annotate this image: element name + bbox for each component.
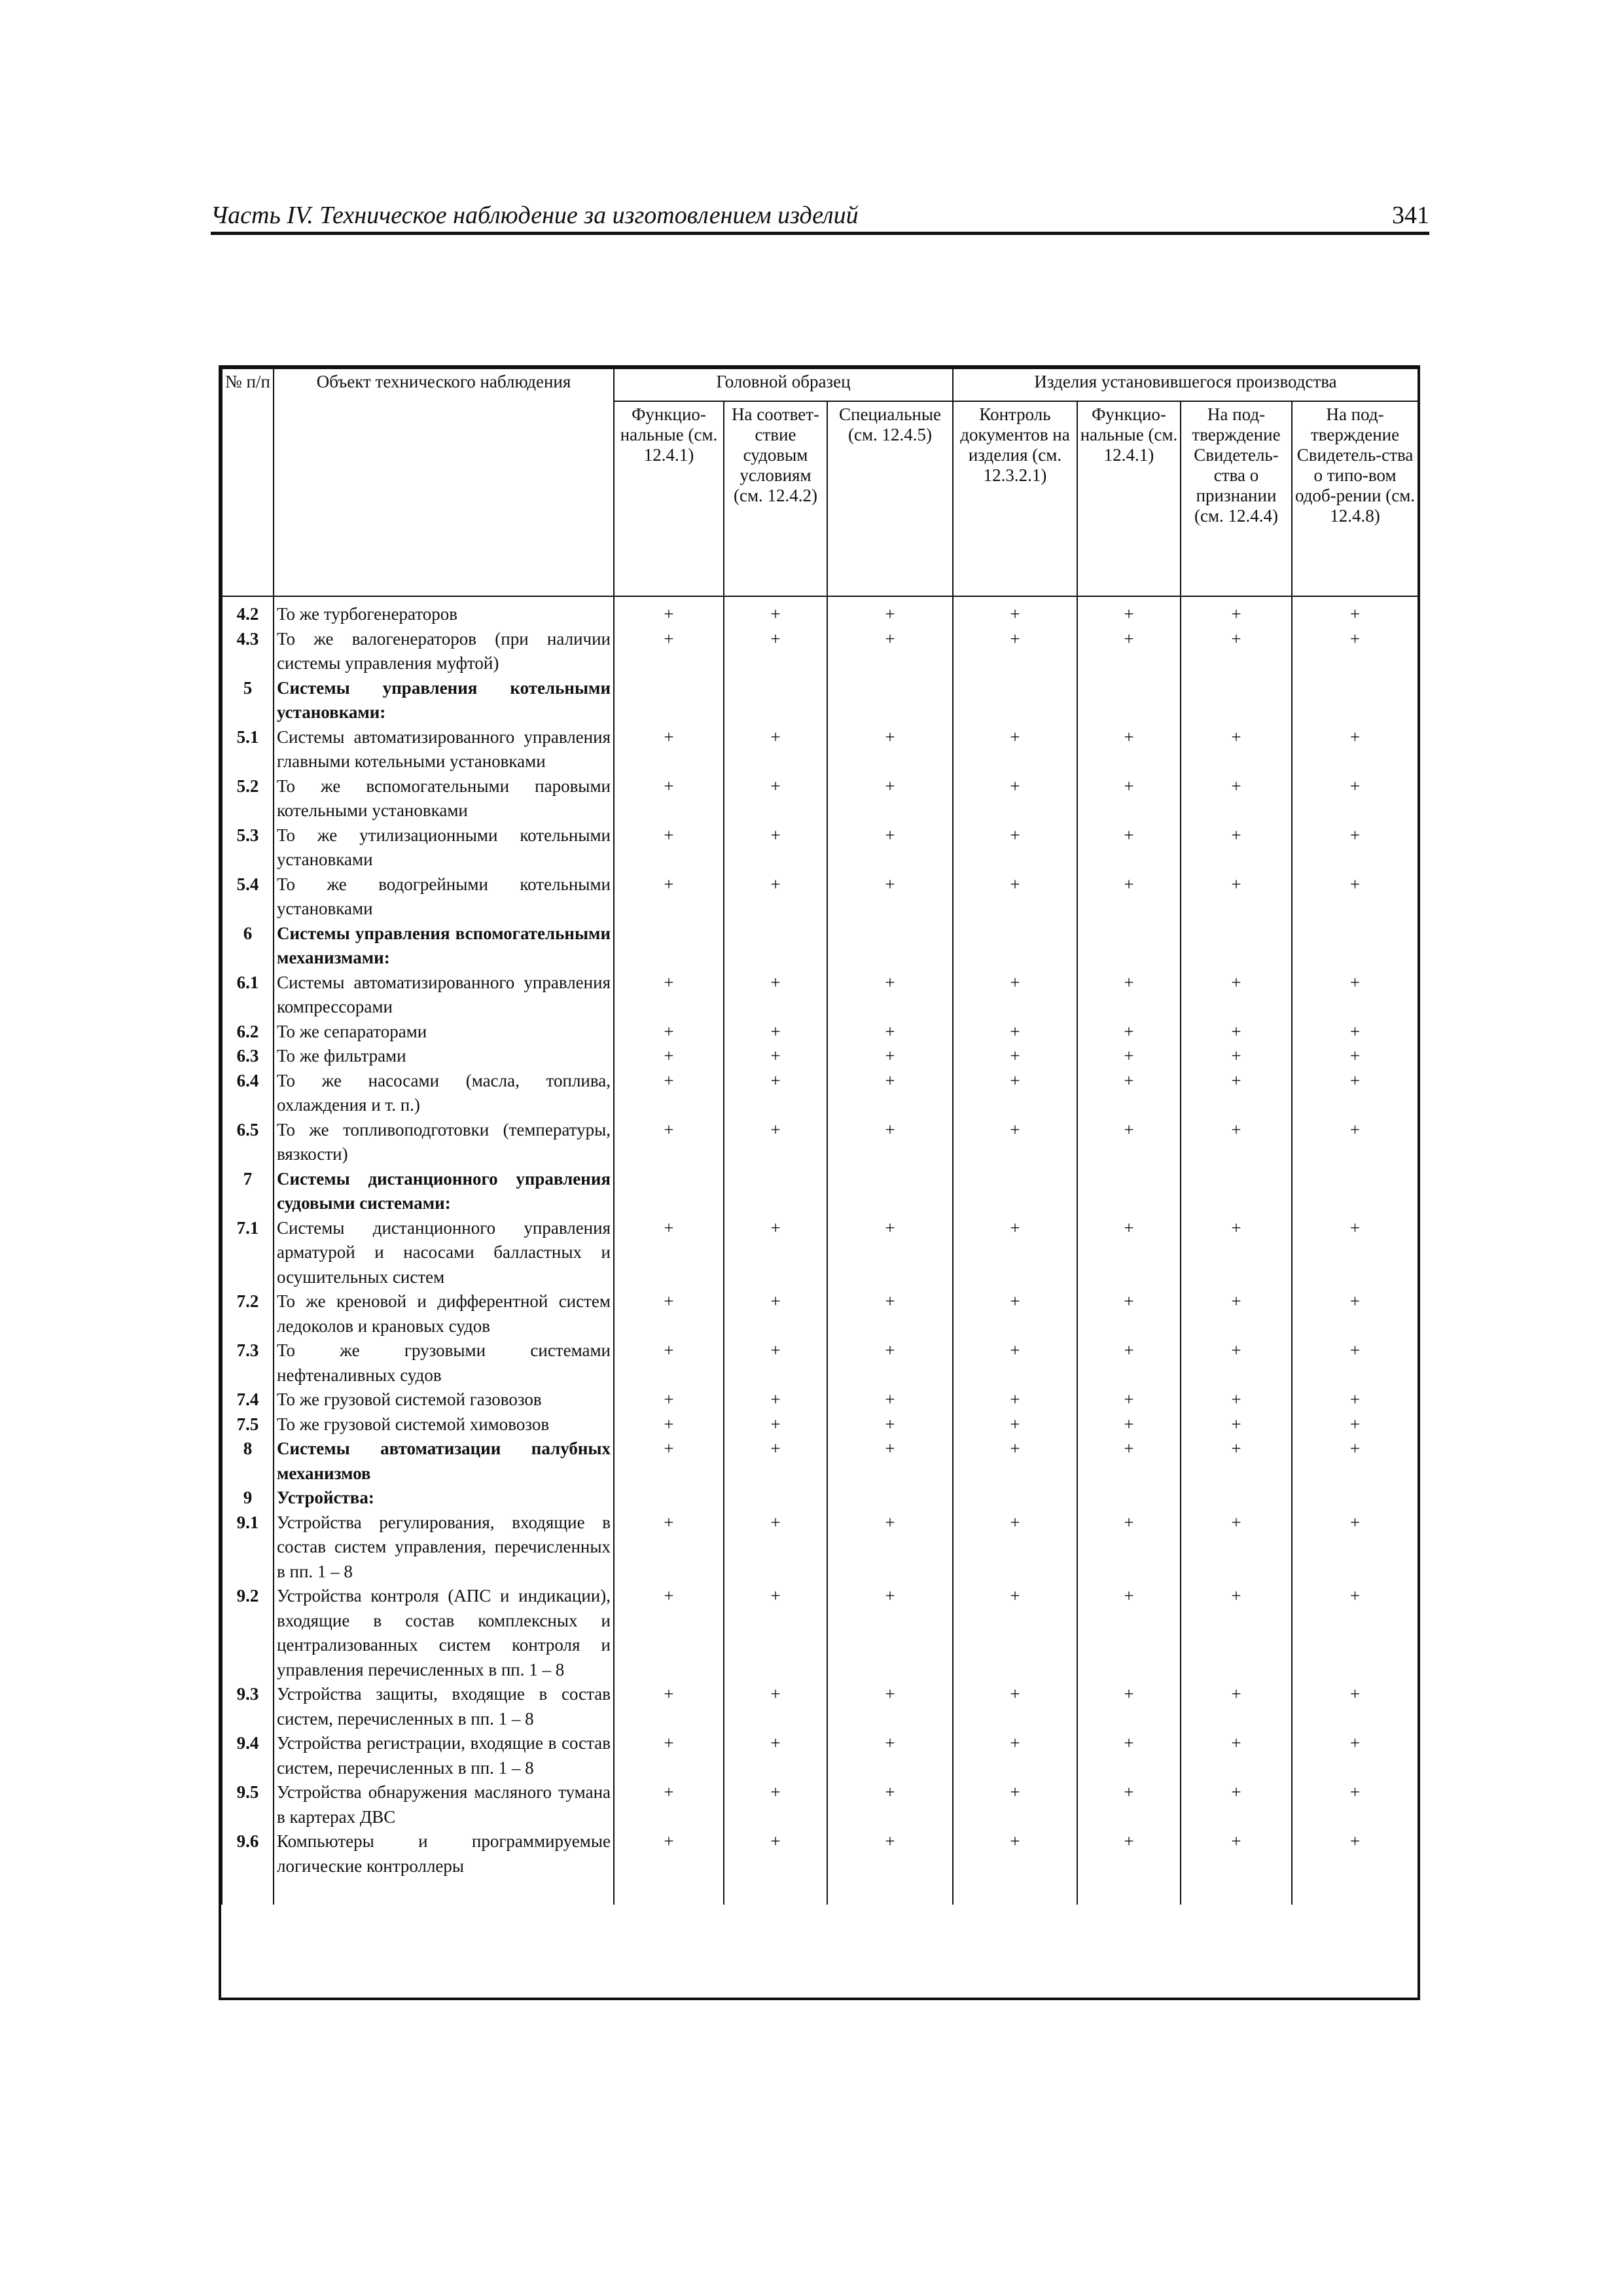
row-object: То же креновой и дифферентной систем ледоколов и крановых судов (274, 1289, 614, 1338)
group-prototype-header: Головной образец (614, 368, 953, 401)
check-mark: + (1292, 1780, 1418, 1829)
check-mark: + (1292, 1731, 1418, 1780)
check-mark (1292, 1167, 1418, 1216)
empty-cell (1181, 1878, 1292, 1905)
check-mark: + (827, 1020, 953, 1045)
check-mark: + (827, 823, 953, 872)
row-number: 8 (222, 1437, 274, 1486)
check-mark: + (1077, 774, 1181, 823)
table-row (222, 971, 1418, 1020)
row-object: Устройства регистрации, входящие в состав систем, перечисленных в пп. 1 – 8 (274, 1731, 614, 1780)
check-mark: + (953, 1388, 1077, 1412)
check-mark: + (614, 1511, 724, 1585)
subcol-header: Функцио-нальные (см. 12.4.1) (614, 401, 724, 596)
check-mark: + (1181, 1338, 1292, 1388)
check-mark: + (724, 1020, 827, 1045)
check-mark: + (953, 1118, 1077, 1167)
check-mark: + (1077, 971, 1181, 1020)
check-mark: + (1181, 1682, 1292, 1731)
row-number: 6.4 (222, 1069, 274, 1118)
table-row (222, 1044, 1418, 1069)
check-mark (724, 1486, 827, 1511)
check-mark: + (1292, 1584, 1418, 1682)
check-mark: + (1077, 1338, 1181, 1388)
check-mark: + (1077, 1289, 1181, 1338)
table-row (222, 1829, 1418, 1878)
check-mark: + (827, 1731, 953, 1780)
check-mark: + (1292, 823, 1418, 872)
check-mark: + (1181, 1216, 1292, 1290)
check-mark: + (1181, 1584, 1292, 1682)
row-object: То же грузовыми системами нефтеналивных судов (274, 1338, 614, 1388)
row-number: 7.4 (222, 1388, 274, 1412)
row-number: 9.5 (222, 1780, 274, 1829)
row-object: Системы дистанционного управления арматурой и насосами балластных и осушительных систем (274, 1216, 614, 1290)
check-mark: + (614, 1388, 724, 1412)
check-mark: + (827, 1388, 953, 1412)
check-mark: + (1292, 1118, 1418, 1167)
check-mark: + (827, 872, 953, 922)
running-title: Часть IV. Техническое наблюдение за изготовлением изделий (211, 202, 859, 229)
table-row (222, 596, 1418, 627)
check-mark: + (953, 1044, 1077, 1069)
check-mark: + (614, 1682, 724, 1731)
check-mark: + (1077, 596, 1181, 627)
check-mark: + (614, 1044, 724, 1069)
check-mark: + (953, 627, 1077, 676)
check-mark: + (1077, 1829, 1181, 1878)
table-row (222, 627, 1418, 676)
check-mark: + (614, 1289, 724, 1338)
check-mark: + (1181, 1511, 1292, 1585)
check-mark: + (724, 1338, 827, 1388)
check-mark: + (1077, 725, 1181, 774)
check-mark: + (1292, 1388, 1418, 1412)
row-number: 9.1 (222, 1511, 274, 1585)
row-object: Системы дистанционного управления судовыми системами: (274, 1167, 614, 1216)
row-number: 9 (222, 1486, 274, 1511)
check-mark: + (1077, 1731, 1181, 1780)
row-object: То же утилизационными котельными установками (274, 823, 614, 872)
check-mark: + (614, 596, 724, 627)
subcol-header: На под-тверждение Свидетель-ства о типо-вом одоб-рении (см. 12.4.8) (1292, 401, 1418, 596)
check-mark: + (724, 596, 827, 627)
check-mark: + (724, 1216, 827, 1290)
check-mark (1077, 1167, 1181, 1216)
row-number: 5.3 (222, 823, 274, 872)
subcol-header: Функцио-нальные (см. 12.4.1) (1077, 401, 1181, 596)
row-object: То же вспомогательными паровыми котельными установками (274, 774, 614, 823)
row-number: 5 (222, 676, 274, 725)
check-mark: + (724, 1437, 827, 1486)
table-row (222, 1584, 1418, 1682)
table-row (222, 1412, 1418, 1437)
check-mark: + (1077, 1437, 1181, 1486)
check-mark: + (1292, 1338, 1418, 1388)
row-object: Компьютеры и программируемые логические контроллеры (274, 1829, 614, 1878)
check-mark: + (1292, 872, 1418, 922)
check-mark: + (1181, 1731, 1292, 1780)
check-mark: + (827, 725, 953, 774)
row-number: 7.5 (222, 1412, 274, 1437)
check-mark: + (724, 1289, 827, 1338)
check-mark: + (724, 1388, 827, 1412)
check-mark (614, 676, 724, 725)
check-mark: + (1077, 1118, 1181, 1167)
row-number: 7 (222, 1167, 274, 1216)
subcol-header: Контроль документов на изделия (см. 12.3.2.1) (953, 401, 1077, 596)
table-body (222, 596, 1418, 1905)
check-mark (1292, 922, 1418, 971)
check-mark: + (1077, 1069, 1181, 1118)
check-mark: + (1077, 627, 1181, 676)
check-mark: + (827, 1216, 953, 1290)
row-object: Устройства: (274, 1486, 614, 1511)
row-number: 9.2 (222, 1584, 274, 1682)
row-object: То же грузовой системой химовозов (274, 1412, 614, 1437)
table-row (222, 725, 1418, 774)
check-mark: + (953, 596, 1077, 627)
check-mark: + (724, 971, 827, 1020)
check-mark: + (614, 1069, 724, 1118)
subcol-header: Специальные (см. 12.4.5) (827, 401, 953, 596)
check-mark: + (614, 1829, 724, 1878)
check-mark: + (827, 1338, 953, 1388)
check-mark: + (1292, 774, 1418, 823)
check-mark: + (827, 1682, 953, 1731)
check-mark: + (1292, 1682, 1418, 1731)
row-object: То же грузовой системой газовозов (274, 1388, 614, 1412)
check-mark: + (953, 1216, 1077, 1290)
check-mark: + (1181, 823, 1292, 872)
check-mark: + (1181, 1829, 1292, 1878)
check-mark: + (614, 1338, 724, 1388)
check-mark: + (724, 1731, 827, 1780)
check-mark: + (614, 1216, 724, 1290)
row-object: То же топливоподготовки (температуры, вязкости) (274, 1118, 614, 1167)
row-object: Системы управления котельными установками: (274, 676, 614, 725)
check-mark: + (827, 1511, 953, 1585)
check-mark (1077, 1486, 1181, 1511)
table-row (222, 1167, 1418, 1216)
check-mark: + (1181, 1437, 1292, 1486)
empty-cell (827, 1878, 953, 1905)
check-mark: + (1077, 823, 1181, 872)
table-row (222, 1338, 1418, 1388)
check-mark: + (953, 1437, 1077, 1486)
check-mark (614, 1167, 724, 1216)
check-mark: + (724, 725, 827, 774)
page-number: 341 (1392, 202, 1429, 229)
table-row (222, 774, 1418, 823)
check-mark (953, 1486, 1077, 1511)
row-object: То же турбогенераторов (274, 596, 614, 627)
table-row (222, 1780, 1418, 1829)
check-mark: + (1077, 1682, 1181, 1731)
row-number: 4.3 (222, 627, 274, 676)
empty-cell (274, 1878, 614, 1905)
check-mark: + (953, 774, 1077, 823)
check-mark: + (1292, 596, 1418, 627)
table-row (222, 1118, 1418, 1167)
check-mark: + (724, 627, 827, 676)
check-mark: + (724, 872, 827, 922)
check-mark: + (1181, 872, 1292, 922)
row-object: Устройства защиты, входящие в состав систем, перечисленных в пп. 1 – 8 (274, 1682, 614, 1731)
table-row (222, 676, 1418, 725)
row-number: 6.3 (222, 1044, 274, 1069)
check-mark: + (724, 823, 827, 872)
check-mark: + (827, 627, 953, 676)
check-mark (1077, 676, 1181, 725)
check-mark: + (724, 1682, 827, 1731)
table-row (222, 922, 1418, 971)
empty-cell (724, 1878, 827, 1905)
check-mark: + (724, 1829, 827, 1878)
check-mark: + (614, 725, 724, 774)
check-mark: + (953, 1731, 1077, 1780)
check-mark: + (1077, 1044, 1181, 1069)
row-number: 7.1 (222, 1216, 274, 1290)
empty-cell (1077, 1878, 1181, 1905)
check-mark: + (953, 1682, 1077, 1731)
check-mark (1292, 676, 1418, 725)
check-mark (1181, 1486, 1292, 1511)
check-mark: + (1181, 971, 1292, 1020)
check-mark (827, 1167, 953, 1216)
filler-row (222, 1878, 1418, 1905)
row-object: То же фильтрами (274, 1044, 614, 1069)
check-mark: + (1077, 872, 1181, 922)
empty-cell (222, 1878, 274, 1905)
check-mark (1292, 1486, 1418, 1511)
check-mark: + (724, 774, 827, 823)
row-number: 5.2 (222, 774, 274, 823)
check-mark: + (724, 1118, 827, 1167)
check-mark (1181, 1167, 1292, 1216)
check-mark: + (827, 1412, 953, 1437)
check-mark (724, 1167, 827, 1216)
table-row (222, 1437, 1418, 1486)
check-mark: + (953, 1338, 1077, 1388)
table-row (222, 1731, 1418, 1780)
check-mark: + (724, 1069, 827, 1118)
row-object: Устройства контроля (АПС и индикации), входящие в состав комплексных и централизованных систем контроля и управления перечисленных в пп. 1 – 8 (274, 1584, 614, 1682)
check-mark: + (1181, 1289, 1292, 1338)
row-object: То же сепараторами (274, 1020, 614, 1045)
check-mark: + (827, 971, 953, 1020)
check-mark: + (614, 971, 724, 1020)
check-mark: + (827, 1289, 953, 1338)
check-mark (953, 922, 1077, 971)
check-mark: + (1292, 1044, 1418, 1069)
check-mark: + (614, 1437, 724, 1486)
check-mark: + (614, 1118, 724, 1167)
row-number: 9.6 (222, 1829, 274, 1878)
row-number: 9.4 (222, 1731, 274, 1780)
check-mark: + (953, 1511, 1077, 1585)
check-mark: + (953, 1584, 1077, 1682)
empty-cell (614, 1878, 724, 1905)
check-mark: + (953, 1069, 1077, 1118)
check-mark (953, 1167, 1077, 1216)
row-number: 7.3 (222, 1338, 274, 1388)
row-number: 6 (222, 922, 274, 971)
check-mark: + (1292, 1412, 1418, 1437)
row-object: То же насосами (масла, топлива, охлаждения и т. п.) (274, 1069, 614, 1118)
empty-cell (1292, 1878, 1418, 1905)
check-mark: + (1181, 774, 1292, 823)
check-mark: + (827, 1118, 953, 1167)
check-mark: + (1292, 1020, 1418, 1045)
check-mark: + (953, 1412, 1077, 1437)
check-mark: + (614, 1020, 724, 1045)
check-mark: + (1292, 971, 1418, 1020)
row-number: 5.4 (222, 872, 274, 922)
table-row (222, 1216, 1418, 1290)
check-mark: + (953, 1780, 1077, 1829)
check-mark: + (614, 627, 724, 676)
check-mark: + (1292, 627, 1418, 676)
check-mark (724, 676, 827, 725)
row-object: То же валогенераторов (при наличии системы управления муфтой) (274, 627, 614, 676)
table-row (222, 1388, 1418, 1412)
check-mark: + (953, 1289, 1077, 1338)
check-mark: + (827, 1437, 953, 1486)
table-row (222, 1486, 1418, 1511)
check-mark: + (1181, 627, 1292, 676)
inspection-table (219, 365, 1420, 2000)
check-mark: + (1292, 1511, 1418, 1585)
check-mark (614, 1486, 724, 1511)
col-number-header: № п/п (222, 368, 274, 596)
check-mark: + (953, 725, 1077, 774)
check-mark: + (953, 823, 1077, 872)
check-mark: + (1181, 1069, 1292, 1118)
row-number: 4.2 (222, 596, 274, 627)
row-object: Системы автоматизации палубных механизмов (274, 1437, 614, 1486)
check-mark: + (1077, 1584, 1181, 1682)
check-mark: + (724, 1044, 827, 1069)
check-mark: + (827, 774, 953, 823)
check-mark: + (614, 774, 724, 823)
table-row (222, 1020, 1418, 1045)
table-row (222, 872, 1418, 922)
check-mark: + (1292, 1069, 1418, 1118)
check-mark: + (827, 1829, 953, 1878)
page-header (211, 200, 1429, 231)
check-mark: + (827, 1044, 953, 1069)
check-mark: + (1181, 1780, 1292, 1829)
check-mark: + (953, 872, 1077, 922)
row-object: Устройства обнаружения масляного тумана в картерах ДВС (274, 1780, 614, 1829)
check-mark: + (1077, 1216, 1181, 1290)
table-row (222, 823, 1418, 872)
row-number: 5.1 (222, 725, 274, 774)
row-number: 6.2 (222, 1020, 274, 1045)
check-mark: + (614, 1731, 724, 1780)
check-mark (827, 676, 953, 725)
row-object: Системы автоматизированного управления компрессорами (274, 971, 614, 1020)
check-mark: + (953, 1020, 1077, 1045)
check-mark: + (827, 596, 953, 627)
row-object: Устройства регулирования, входящие в состав систем управления, перечисленных в пп. 1 – 8 (274, 1511, 614, 1585)
check-mark: + (724, 1412, 827, 1437)
check-mark (1077, 922, 1181, 971)
check-mark (614, 922, 724, 971)
check-mark: + (1077, 1780, 1181, 1829)
check-mark: + (1181, 1044, 1292, 1069)
check-mark: + (1181, 596, 1292, 627)
check-mark (953, 676, 1077, 725)
check-mark: + (1292, 1437, 1418, 1486)
row-number: 6.1 (222, 971, 274, 1020)
check-mark: + (724, 1584, 827, 1682)
group-production-header: Изделия установившегося производства (953, 368, 1418, 401)
check-mark: + (1181, 1118, 1292, 1167)
check-mark (827, 1486, 953, 1511)
check-mark: + (1292, 725, 1418, 774)
check-mark (1181, 676, 1292, 725)
table-row (222, 1511, 1418, 1585)
check-mark: + (1181, 1412, 1292, 1437)
check-mark: + (1077, 1511, 1181, 1585)
row-number: 9.3 (222, 1682, 274, 1731)
table-row (222, 1289, 1418, 1338)
check-mark: + (953, 1829, 1077, 1878)
check-mark: + (614, 1780, 724, 1829)
subcol-header: На под-тверждение Свидетель-ства о признании (см. 12.4.4) (1181, 401, 1292, 596)
check-mark (1181, 922, 1292, 971)
check-mark: + (614, 823, 724, 872)
check-mark: + (1292, 1216, 1418, 1290)
check-mark: + (1292, 1289, 1418, 1338)
check-mark: + (1292, 1829, 1418, 1878)
col-object-header: Объект технического наблюдения (274, 368, 614, 596)
check-mark (724, 922, 827, 971)
check-mark: + (1181, 1020, 1292, 1045)
empty-cell (953, 1878, 1077, 1905)
check-mark: + (953, 971, 1077, 1020)
row-object: Системы автоматизированного управления главными котельными установками (274, 725, 614, 774)
check-mark: + (614, 872, 724, 922)
row-object: То же водогрейными котельными установками (274, 872, 614, 922)
check-mark: + (1077, 1020, 1181, 1045)
check-mark: + (1181, 1388, 1292, 1412)
check-mark: + (724, 1511, 827, 1585)
row-number: 6.5 (222, 1118, 274, 1167)
table-row (222, 1682, 1418, 1731)
check-mark: + (1077, 1412, 1181, 1437)
check-mark: + (827, 1584, 953, 1682)
check-mark: + (827, 1069, 953, 1118)
check-mark: + (614, 1412, 724, 1437)
subcol-header: На соответ-ствие судовым условиям (см. 12.4.2) (724, 401, 827, 596)
check-mark: + (827, 1780, 953, 1829)
row-object: Системы управления вспомогательными механизмами: (274, 922, 614, 971)
header-rule (211, 232, 1429, 235)
check-mark (827, 922, 953, 971)
row-number: 7.2 (222, 1289, 274, 1338)
check-mark: + (1181, 725, 1292, 774)
table-row (222, 1069, 1418, 1118)
check-mark: + (724, 1780, 827, 1829)
check-mark: + (614, 1584, 724, 1682)
check-mark: + (1077, 1388, 1181, 1412)
